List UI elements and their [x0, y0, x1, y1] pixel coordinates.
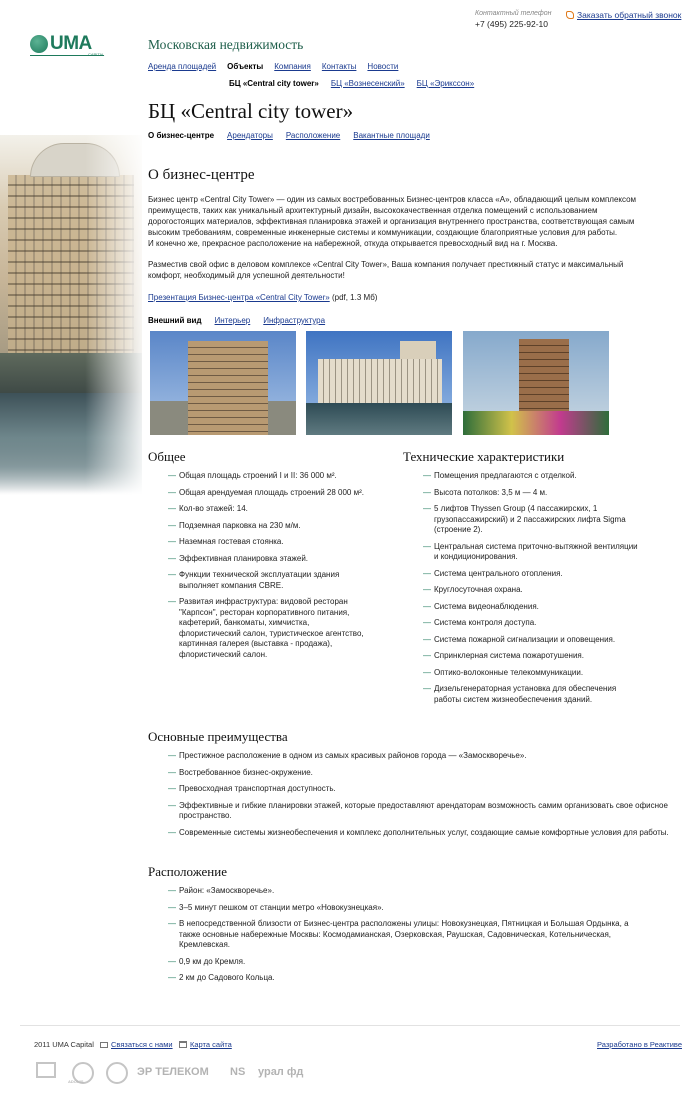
footer-contact-link[interactable]: Связаться с нами	[111, 1040, 173, 1049]
nav-item-objects[interactable]: Объекты	[227, 62, 264, 71]
list-item: — Востребованное бизнес-окружение.	[168, 768, 678, 779]
nav-item-news[interactable]: Новости	[367, 62, 399, 71]
list-item: — Подземная парковка на 230 м/м.	[168, 521, 373, 532]
nav-item-rent[interactable]: Аренда площадей	[148, 62, 217, 71]
list-item: — Система контроля доступа.	[423, 618, 638, 629]
list-item: — Дизельгенераторная установка для обеспечения работы систем жизнеобеспечения зданий.	[423, 684, 638, 705]
list-item: — 0,9 км до Кремля.	[168, 957, 638, 968]
about-paragraph-1: Бизнес центр «Central City Tower» — один из самых востребованных Бизнес-центров класса «А», обладающий целым комплексом преимуществ, таких как уникальный архитектурный дизайн, высококачественная отделка помещений с использованием дорогостоящих материалов, эффективная планировка этажей и организация внутреннего пространства, соответствующая самым высоким требованиям, современные инженерные системы и коммуникации, создающие благоприятные условия для работы. И конечно же, прекрасное расположение на набережной, откуда открывается превосходный вид на г. Москва.	[148, 195, 637, 248]
footer-copyright: 2011 UMA Capital	[34, 1040, 94, 1049]
list-item: — В непосредственной близости от Бизнес-центра расположены улицы: Новокузнецкая, Пятницкая и Большая Ордынка, а также основные набережные Москвы: Космодамианская, Озерковская, Раушская, Садовническая, Котельническая, Кремлевская.	[168, 919, 638, 951]
subnav-item-voznesensky[interactable]: БЦ «Вознесенский»	[330, 79, 405, 88]
logo-globe-icon	[30, 35, 48, 53]
gallery-photo-1[interactable]	[150, 331, 296, 435]
footer-contact[interactable]	[100, 1040, 173, 1049]
footer-divider	[20, 1025, 680, 1026]
tab-location[interactable]: Расположение	[285, 131, 341, 140]
list-item: — Система видеонаблюдения.	[423, 602, 638, 613]
nav-item-contacts[interactable]: Контакты	[321, 62, 357, 71]
list-item: — Современные системы жизнеобеспечения и комплекс дополнительных услуг, создающие самые комфортные условия для работы.	[168, 828, 678, 839]
general-heading: Общее	[148, 449, 186, 464]
gallery-tab-exterior[interactable]: Внешний вид	[148, 316, 202, 325]
partner-logos	[34, 1062, 334, 1084]
subnav-item-central-city-tower[interactable]: БЦ «Central city tower»	[229, 79, 319, 88]
contact-block	[475, 10, 552, 29]
list-item: — Общая площадь строений I и II: 36 000 м².	[168, 471, 373, 482]
footer-sitemap-link[interactable]: Карта сайта	[190, 1040, 232, 1049]
list-item: — Наземная гостевая стоянка.	[168, 537, 373, 548]
sub-nav	[229, 79, 474, 88]
list-item: — Система пожарной сигнализации и оповещения.	[423, 635, 638, 646]
gallery-tab-infrastructure[interactable]: Инфраструктура	[263, 316, 326, 325]
list-item: — 3–5 минут пешком от станции метро «Новокузнецкая».	[168, 903, 638, 914]
list-item: — Эффективная планировка этажей.	[168, 554, 373, 565]
list-item: — Спринклерная система пожаротушения.	[423, 651, 638, 662]
presentation-row	[148, 292, 678, 303]
partner-logo-ural-fd: урал фд	[258, 1066, 304, 1078]
list-item: — Район: «Замоскворечье».	[168, 886, 638, 897]
callback-label[interactable]: Заказать обратный звонок	[577, 10, 682, 20]
list-item: — Центральная система приточно-вытяжной вентиляции и кондиционирования.	[423, 542, 638, 563]
main-nav	[148, 62, 398, 71]
site-title: Московская недвижимость	[148, 37, 304, 52]
logo[interactable]	[30, 32, 104, 58]
page-tabs	[148, 131, 430, 140]
phone-icon	[566, 11, 574, 19]
list-item: — Высота потолков: 3,5 м — 4 м.	[423, 488, 638, 499]
list-item: — Система центрального отопления.	[423, 569, 638, 580]
partner-logo-2-text: ADONIS	[68, 1079, 84, 1084]
about-paragraph-2: Разместив свой офис в деловом комплексе «Central City Tower», Ваша компания получает престижный статус и максимальный комфорт, необходимый для успешной деятельности!	[148, 260, 624, 280]
list-item: — Престижное расположение в одном из самых красивых районов города — «Замоскворечье».	[168, 751, 678, 762]
list-item: — Превосходная транспортная доступность.	[168, 784, 678, 795]
partner-logo-er-telecom: ЭР ТЕЛЕКОМ	[137, 1066, 209, 1078]
advantages-heading: Основные преимущества	[148, 729, 288, 744]
list-item: — Развитая инфраструктура: видовой ресторан "Карпсон", ресторан корпоративного питания, кафетерий, банкоматы, химчистка, флористический салон, туристическое агентство, картинная галерея (выставка - продажа), флористический салон.	[168, 597, 373, 660]
contact-phone: +7 (495) 225-92-10	[475, 19, 549, 29]
tab-vacancies[interactable]: Вакантные площади	[353, 131, 430, 140]
list-item: — Общая арендуемая площадь строений 28 000 м².	[168, 488, 373, 499]
gallery-photo-3[interactable]	[463, 331, 609, 435]
partner-logo-3	[106, 1062, 128, 1084]
location-heading: Расположение	[148, 864, 227, 879]
presentation-link[interactable]: Презентация Бизнес-центра «Central City Tower»	[148, 293, 330, 302]
list-item: — 2 км до Садового Кольца.	[168, 973, 638, 984]
advantages-list	[168, 751, 678, 844]
location-list	[168, 886, 638, 990]
footer-sitemap[interactable]	[179, 1040, 232, 1049]
list-item: — Эффективные и гибкие планировки этажей, которые предоставляют арендаторам возможность самим организовать свое офисное пространство.	[168, 801, 678, 822]
list-item: — Функции технической эксплуатации здания выполняет компания CBRE.	[168, 570, 373, 591]
presentation-meta: (pdf, 1.3 Мб)	[331, 293, 378, 302]
gallery-tabs	[148, 316, 325, 325]
subnav-item-ericsson[interactable]: БЦ «Эрикссон»	[416, 79, 475, 88]
about-heading: О бизнес-центре	[148, 167, 255, 183]
partner-logo-1	[36, 1062, 56, 1078]
list-item: — Кол-во этажей: 14.	[168, 504, 373, 515]
gallery-tab-interior[interactable]: Интерьер	[214, 316, 251, 325]
nav-item-company[interactable]: Компания	[274, 62, 311, 71]
list-item: — 5 лифтов Thyssen Group (4 пассажирских, 1 грузопассажирский) и 2 пассажирских лифта Sigma (строение 2).	[423, 504, 638, 536]
logo-text: UMA	[50, 33, 92, 54]
general-list	[168, 471, 373, 666]
mail-icon	[100, 1042, 108, 1048]
tab-about[interactable]: О бизнес-центре	[148, 131, 215, 140]
tech-list	[423, 471, 638, 711]
footer-developer-link[interactable]: Разработано в Реактиве	[597, 1040, 682, 1049]
partner-logo-ns: NS	[230, 1066, 246, 1078]
page-title: БЦ «Central city tower»	[148, 99, 354, 123]
sitemap-icon	[179, 1041, 187, 1048]
tech-heading: Технические характеристики	[403, 449, 565, 464]
tab-tenants[interactable]: Арендаторы	[227, 131, 273, 140]
list-item: — Оптико-волоконные телекоммуникации.	[423, 668, 638, 679]
gallery-photo-2[interactable]	[306, 331, 452, 435]
contact-label: Контактный телефон	[475, 10, 552, 17]
list-item: — Помещения предлагаются с отделкой.	[423, 471, 638, 482]
callback-link[interactable]	[566, 10, 681, 20]
list-item: — Круглосуточная охрана.	[423, 585, 638, 596]
